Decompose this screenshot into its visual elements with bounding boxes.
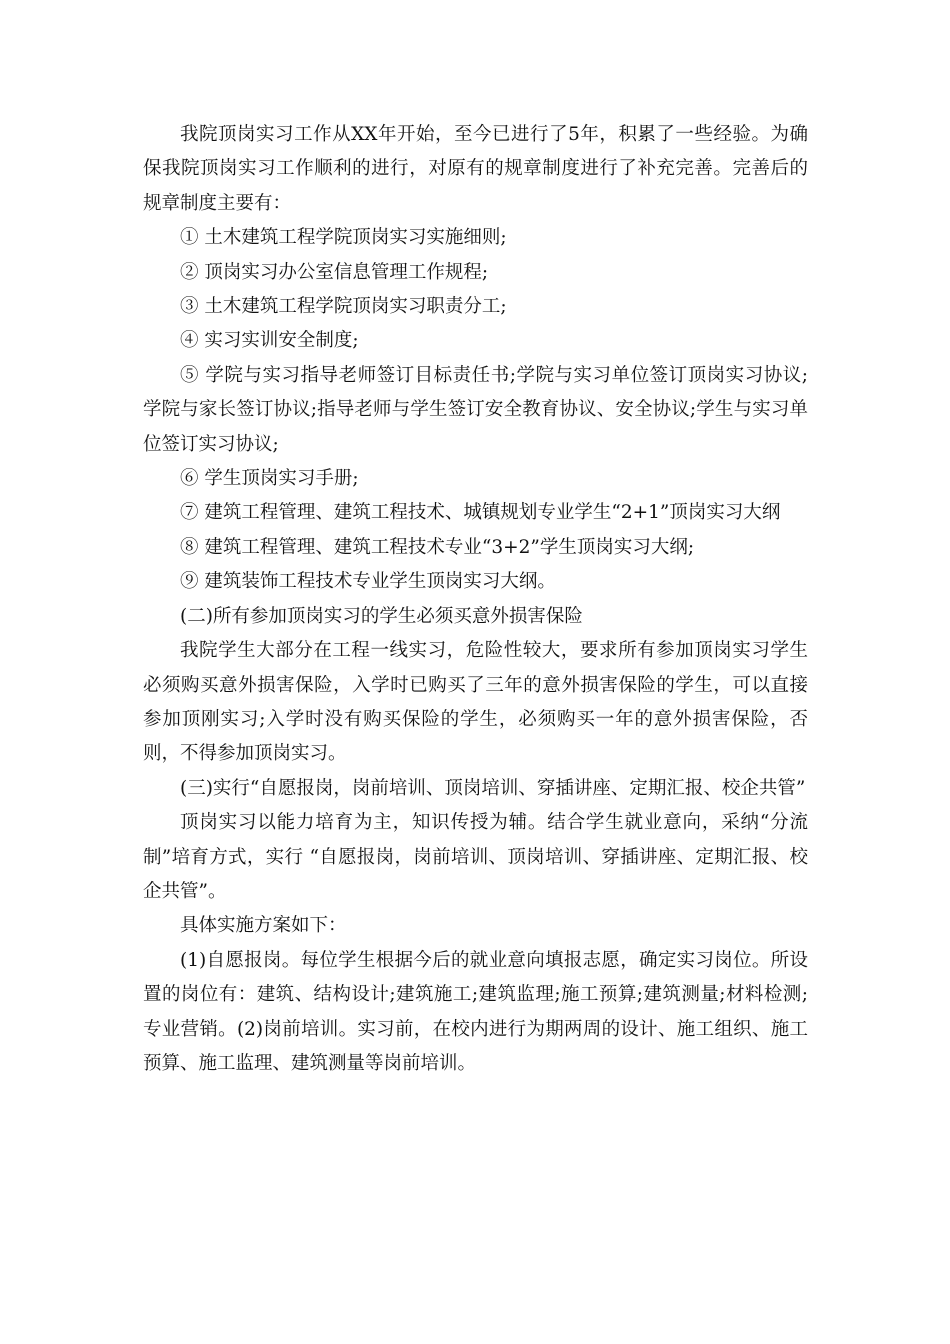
list-item-rule-2: ② 顶岗实习办公室信息管理工作规程; <box>180 261 489 283</box>
paragraph-plan-intro: 具体实施方案如下： <box>180 915 347 937</box>
paragraph-plan-details: (1)自愿报岗。每位学生根据今后的就业意向填报志愿，确定实习岗位。所设置的岗位有：建筑、结构设计;建筑施工;建筑监理;施工预算;建筑测量;材料检测;专业营销。(2)岗前培训。实习前，在校内进行为期两周的设计、施工组织、施工预算、施工监理、建筑测量等岗前培训。 <box>143 949 808 1074</box>
list-item-rule-5: ⑤ 学院与实习指导老师签订目标责任书;学院与实习单位签订顶岗实习协议;学院与家长签订协议;指导老师与学生签订安全教育协议、安全协议;学生与实习单位签订实习协议; <box>143 364 808 455</box>
list-item-rule-6: ⑥ 学生顶岗实习手册; <box>180 468 359 490</box>
list-item-rule-8: ⑧ 建筑工程管理、建筑工程技术专业“3+2”学生顶岗实习大纲; <box>180 536 695 558</box>
section-heading-insurance: (二)所有参加顶岗实习的学生必须买意外损害保险 <box>180 605 583 627</box>
list-item-rule-9: ⑨ 建筑装饰工程技术专业学生顶岗实习大纲。 <box>180 571 556 593</box>
section-heading-mechanism: (三)实行“自愿报岗，岗前培训、顶岗培训、穿插讲座、定期汇报、校企共管” <box>180 777 806 799</box>
document-body <box>143 118 808 1081</box>
list-item-rule-7: ⑦ 建筑工程管理、建筑工程技术、城镇规划专业学生“2+1”顶岗实习大纲 <box>180 502 781 524</box>
paragraph-mechanism: 顶岗实习以能力培育为主，知识传授为辅。结合学生就业意向，采纳“分流制”培育方式，实行 “自愿报岗，岗前培训、顶岗培训、穿插讲座、定期汇报、校企共管”。 <box>143 812 808 902</box>
list-item-rule-1: ① 土木建筑工程学院顶岗实习实施细则; <box>180 227 507 249</box>
paragraph-insurance: 我院学生大部分在工程一线实习，危险性较大，要求所有参加顶岗实习学生必须购买意外损害保险，入学时已购买了三年的意外损害保险的学生，可以直接参加顶刚实习;入学时没有购买保险的学生，必须购买一年的意外损害保险，否则，不得参加顶岗实习。 <box>143 640 808 765</box>
paragraph-intro: 我院顶岗实习工作从XX年开始，至今已进行了5年，积累了一些经验。为确保我院顶岗实习工作顺利的进行，对原有的规章制度进行了补充完善。完善后的规章制度主要有： <box>143 124 808 214</box>
list-item-rule-4: ④ 实习实训安全制度; <box>180 330 359 352</box>
list-item-rule-3: ③ 土木建筑工程学院顶岗实习职责分工; <box>180 296 507 318</box>
